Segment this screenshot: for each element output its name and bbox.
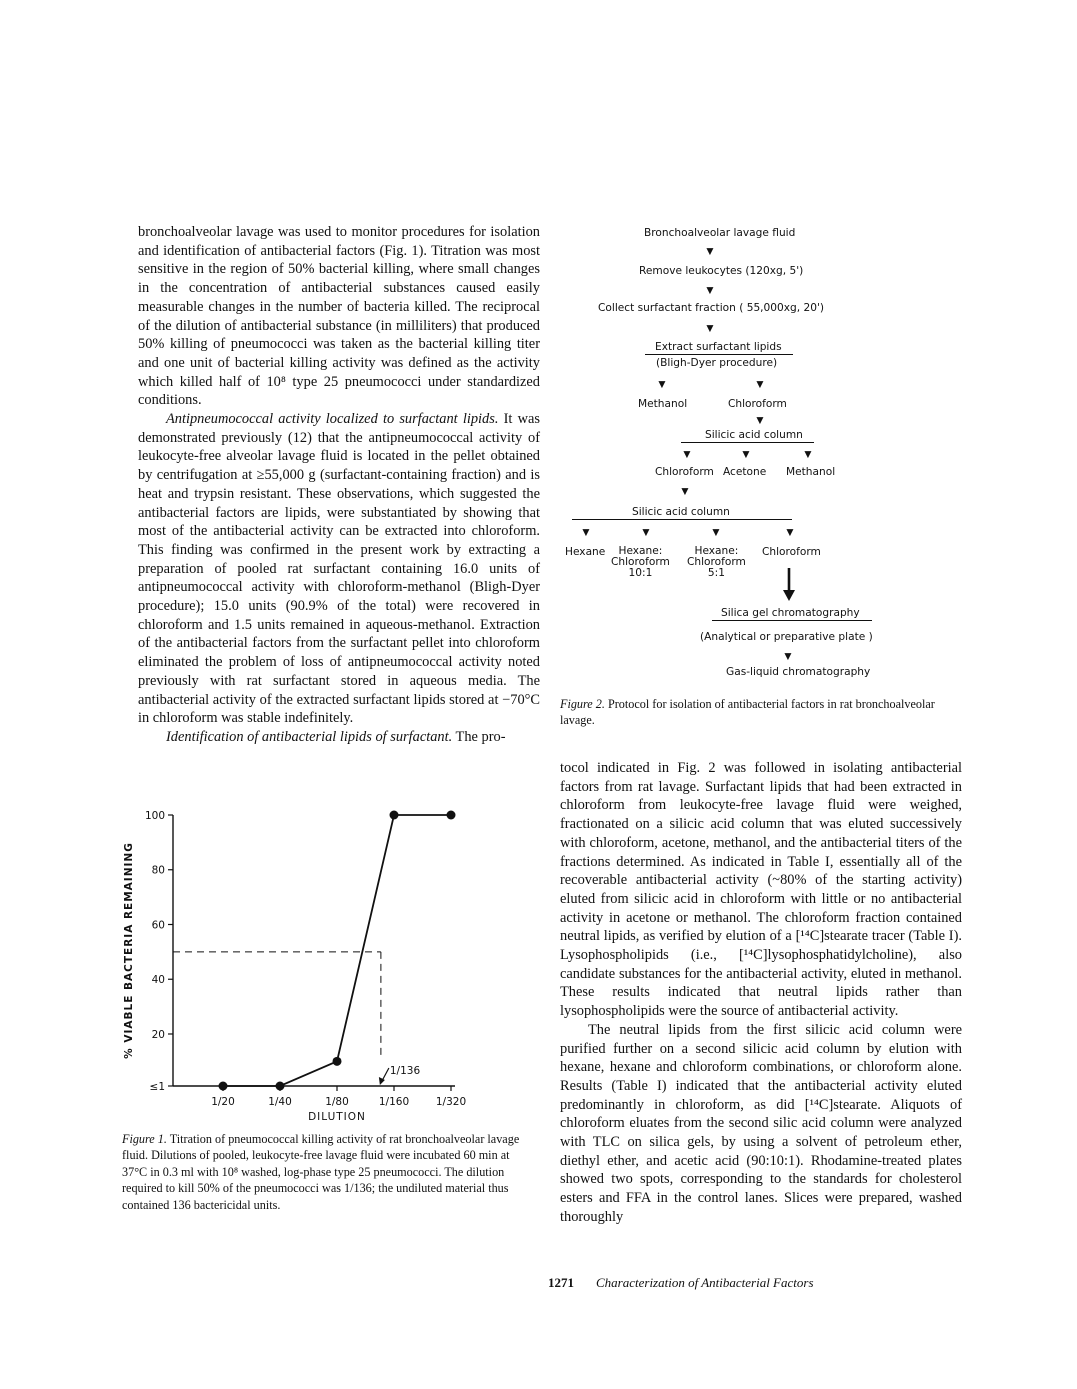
paragraph-antipneumococcal: Antipneumococcal activity localized to surfactant lipids. It was demonstrated previously (12) that the antipneumococcal activity of leukocyte-free alveolar lavage fluid is located in the pellet obtained by centrifugation at ≥55,000 g (surfactant-containing fraction) and is heat and trypsin resistant. These observations, which suggested the antibacterial factors are lipids, were substantiated by showing that most of the antibacterial activity can be extracted into chloroform. This finding was confirmed in the present work by extracting a preparation of pooled rat surfactant containing 16.0 units of antipneumococcal activity with chloroform-methanol (Bligh-Dyer procedure); 15.0 units (90.9% of the total) were recovered in chloroform and 1.5 units remained in aqueous-methanol. Extraction of the antibacterial factors from the surfactant pellet into chloroform eliminated the problem of loss of antipneumococcal activity noted previously with rat surfactant stored in aqueous media. The antibacterial activity of the extracted surfactant lipids stored at −70°C in chloroform was stable indefinitely.: [138, 411, 540, 727]
data-point: [390, 811, 399, 820]
data-point: [219, 1082, 228, 1091]
paragraph-intro: bronchoalveolar lavage was used to monitor procedures for isolation and identification of antibacterial factors (Fig. 1). Titration was most sensitive in the region of 50% bacterial killing, where small changes in the concentration of antibacterial substances caused easily measurable changes in the number of bacteria killed. The reciprocal of the dilution of antibacterial substance (in milliliters) that produced 50% killing of pneumococci was taken as the bacterial killing titer and one unit of bacterial killing activity was defined as the activity which killed half of 10⁸ type 25 pneumococci under standardized conditions.: [138, 224, 540, 409]
flow-step-collect-surfactant: Collect surfactant fraction ( 55,000xg, 20'): [598, 302, 825, 314]
figure-2-caption: Figure 2. Protocol for isolation of antibacterial factors in rat bronchoalveolar lavage.: [560, 697, 935, 728]
flow-silicic-column-1: Silicic acid column: [705, 429, 803, 441]
figure-1-chart: [110, 805, 480, 1125]
flow-step-bligh-dyer: (Bligh-Dyer procedure): [656, 357, 778, 369]
paragraph-identification: Identification of antibacterial lipids of surfactant. The pro-: [166, 728, 506, 745]
flow-hexane: Hexane: [565, 546, 606, 558]
y-tick-label: 80: [151, 864, 165, 877]
flow-chloroform-eluate: Chloroform: [762, 546, 821, 558]
arrow-down-icon: ▼: [754, 413, 766, 427]
y-tick-label: 60: [151, 919, 165, 932]
data-point: [447, 811, 456, 820]
figure-1-caption: Figure 1. Titration of pneumococcal killing activity of rat bronchoalveolar lavage fluid. Dilutions of pooled, leukocyte-free lavage fluid were incubated 60 min at 37°C in 0.3 ml with 10⁸ washed, log-phase type 25 pneumococci. The dilution required to kill 50% of the pneumococci was 1/136; the undiluted material thus contained 136 bactericidal units.: [122, 1132, 520, 1212]
arrow-down-icon: ▼: [681, 447, 693, 461]
arrow-down-icon: ▼: [802, 447, 814, 461]
flow-plate: (Analytical or preparative plate ): [700, 631, 873, 643]
page-number: 1271: [548, 1275, 574, 1290]
flow-step-remove-leukocytes: Remove leukocytes (120xg, 5'): [639, 265, 804, 277]
flow-fraction-chloroform: Chloroform: [655, 466, 714, 478]
figure-1-label: Figure 1.: [122, 1132, 167, 1146]
flow-fraction-methanol: Methanol: [786, 466, 836, 478]
x-tick-label: 1/80: [325, 1096, 349, 1108]
divider-rule: [572, 519, 792, 520]
flow-step-extract-lipids: Extract surfactant lipids: [655, 341, 782, 353]
divider-rule: [681, 442, 814, 443]
series-line: [223, 815, 451, 1086]
arrow-down-icon: ▼: [710, 525, 722, 539]
y-axis-label: % VIABLE BACTERIA REMAINING: [123, 842, 135, 1059]
data-point: [333, 1057, 342, 1066]
arrow-down-icon: ▼: [782, 649, 794, 663]
section-heading-antipneumococcal: Antipneumococcal activity localized to surfactant lipids.: [166, 411, 499, 428]
arrow-down-icon: ▼: [704, 244, 716, 258]
flow-hexane-chloroform-5-1: Hexane: Chloroform 5:1: [687, 545, 746, 579]
data-point: [276, 1082, 285, 1091]
divider-rule: [645, 354, 793, 355]
flow-methanol: Methanol: [638, 398, 688, 410]
flow-hexane-chloroform-10-1: Hexane: Chloroform 10:1: [611, 545, 670, 579]
flow-silica-gel: Silica gel chromatography: [721, 607, 860, 619]
figure-2-label: Figure 2.: [560, 697, 605, 711]
x-tick-label: 1/160: [378, 1096, 410, 1108]
paragraph-neutral-lipids: The neutral lipids from the first silicic acid column were purified further on a second silicic acid column by elution with hexane, hexane and chloroform combinations, or chloroform alone. Results (Table I) indicated that the antibacterial activity eluted predominantly in chloroform, as did [¹⁴C]stearate. Aliquots of chloroform eluates from the second silic acid column were analyzed with TLC on silica gels, by using a solvent of petroleum ether, diethyl ether, and acetic acid (90:10:1). Rhodamine-treated plates showed two spots, corresponding to the standards for cholesterol esters and FFA in the control lanes. Slices were prepared, washed thoroughly: [560, 1021, 962, 1225]
arrow-down-icon: ▼: [740, 447, 752, 461]
paragraph-protocol: tocol indicated in Fig. 2 was followed in isolating antibacterial factors from rat lavage. Surfactant lipids that had been extracted in chloroform from leukocyte-free lavage fluid were weighed, fractionated on a silicic acid column that was eluted successively with chloroform, acetone, methanol, and the antibacterial titers of the fractions determined. As indicated in Table I, essentially all of the recoverable antibacterial activity (~80% of the starting activity) eluted from silicic acid in chloroform with little or no antibacterial activity in acetone or methanol. The chloroform fraction contained neutral lipids, as verified by elution of a [¹⁴C]stearate tracer (Table I). Lysophospholipids (i.e., [¹⁴C]lysophosphatidylcholine), also candidate substances for the antibacterial activity, eluted in methanol. These results indicated that neutral lipids rather than lysophospholipids were the source of antibacterial activity.: [560, 760, 962, 1020]
divider-rule: [712, 620, 872, 621]
reference-label: 1/136: [389, 1065, 421, 1077]
right-column-text: [560, 759, 962, 1227]
arrow-down-icon: ▼: [784, 525, 796, 539]
arrow-down-long-icon: [782, 568, 796, 602]
running-title: Characterization of Antibacterial Factors: [596, 1275, 814, 1290]
arrow-down-icon: ▼: [580, 525, 592, 539]
page-footer: [548, 1275, 814, 1291]
section-heading-identification: Identification of antibacterial lipids of surfactant.: [166, 728, 453, 745]
y-tick-label: 100: [144, 810, 165, 822]
flow-step-lavage: Bronchoalveolar lavage fluid: [644, 227, 796, 239]
y-tick-label: ≤1: [149, 1081, 165, 1093]
arrow-down-icon: ▼: [754, 377, 766, 391]
arrow-down-icon: ▼: [656, 377, 668, 391]
y-tick-label: 40: [151, 974, 165, 987]
left-column-text: [138, 223, 540, 747]
x-axis-label: DILUTION: [308, 1111, 366, 1123]
x-tick-label: 1/20: [211, 1096, 235, 1108]
arrow-down-icon: ▼: [679, 484, 691, 498]
x-tick-label: 1/320: [435, 1096, 467, 1108]
flow-glc: Gas-liquid chromatography: [726, 666, 871, 678]
x-tick-label: 1/40: [268, 1096, 292, 1108]
flow-chloroform: Chloroform: [728, 398, 787, 410]
flow-silicic-column-2: Silicic acid column: [632, 506, 730, 518]
arrow-down-icon: ▼: [704, 321, 716, 335]
flow-fraction-acetone: Acetone: [723, 466, 767, 478]
arrow-down-icon: ▼: [640, 525, 652, 539]
y-tick-label: 20: [151, 1028, 165, 1041]
arrow-down-icon: ▼: [704, 283, 716, 297]
